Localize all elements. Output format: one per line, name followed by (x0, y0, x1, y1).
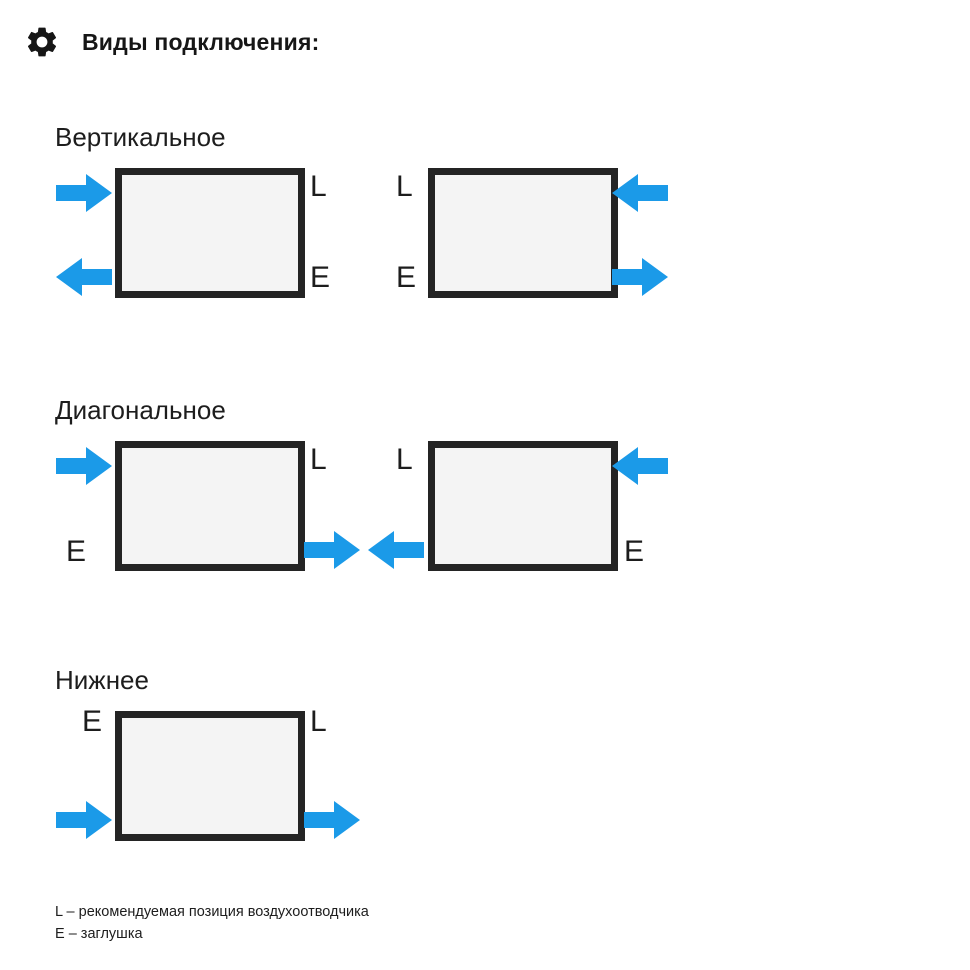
arrow-right-vertical-left-top (56, 171, 112, 215)
gear-icon (24, 24, 60, 60)
radiator-vertical-right (428, 168, 618, 298)
arrow-left-vertical-left-bottom (56, 255, 112, 299)
legend-line-L: L – рекомендуемая позиция воздухоотводчика (55, 904, 369, 920)
radiator-diagonal-left (115, 441, 305, 571)
label-diagonal-right-L: L (396, 443, 413, 476)
arrow-left-diagonal-right-top (612, 444, 668, 488)
arrow-right-diagonal-left-top (56, 444, 112, 488)
arrow-left-diagonal-right-bottom (368, 528, 424, 572)
label-vertical-left-L: L (310, 170, 327, 203)
label-bottom-L: L (310, 705, 327, 738)
arrow-right-vertical-right-bottom (612, 255, 668, 299)
radiator-vertical-left (115, 168, 305, 298)
section-title-bottom: Нижнее (55, 665, 149, 695)
section-title-vertical: Вертикальное (55, 122, 226, 152)
label-vertical-right-E: E (396, 261, 417, 294)
arrow-right-bottom-left (56, 798, 112, 842)
legend-line-E: E – заглушка (55, 926, 143, 942)
header (24, 24, 319, 60)
label-vertical-right-L: L (396, 170, 413, 203)
radiator-bottom (115, 711, 305, 841)
arrow-left-vertical-right-top (612, 171, 668, 215)
label-diagonal-right-E: E (624, 535, 645, 568)
label-bottom-E: E (82, 705, 103, 738)
label-diagonal-left-E: E (66, 535, 87, 568)
label-diagonal-left-L: L (310, 443, 327, 476)
arrow-right-bottom-right (304, 798, 360, 842)
section-title-diagonal: Диагональное (55, 395, 226, 425)
radiator-diagonal-right (428, 441, 618, 571)
page-title: Виды подключения: (82, 28, 320, 55)
arrow-right-diagonal-left-bottom (304, 528, 360, 572)
label-vertical-left-E: E (310, 261, 331, 294)
